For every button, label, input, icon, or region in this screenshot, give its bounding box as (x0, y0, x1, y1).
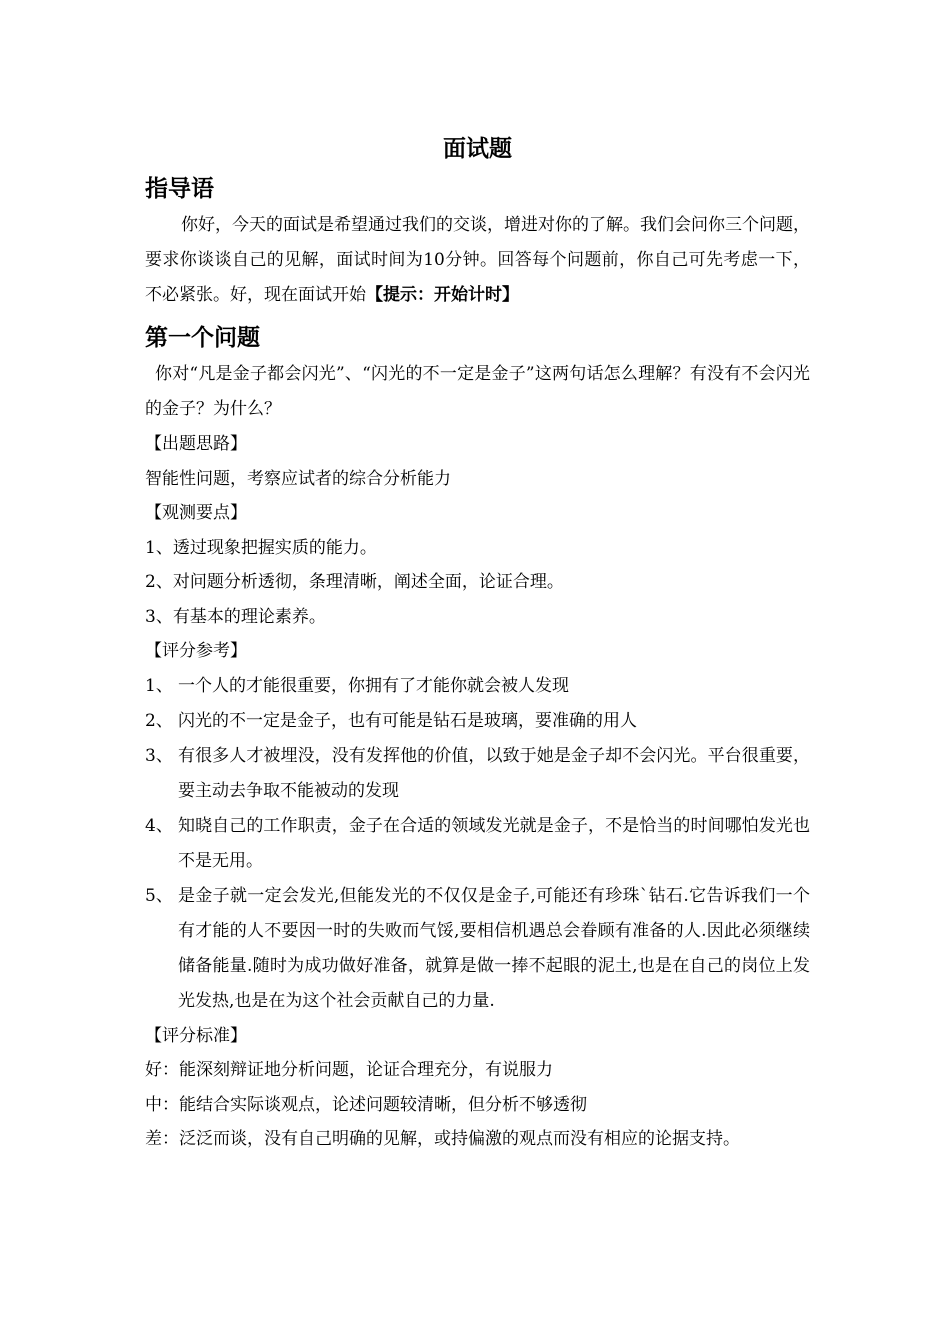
point-item-3: 3、有基本的理论素养。 (145, 606, 326, 627)
reference-item-2 (145, 704, 810, 739)
intro-text: 你好，今天的面试是希望通过我们的交谈，增进对你的了解。我们会问你三个问题，要求你谈谈自己的见解，面试时间为10分钟。回答每个问题前，你自己可先考虑一下，不必紧张。好，现在面试开始 (145, 215, 810, 305)
reference-text: 知晓自己的工作职责，金子在合适的领域发光就是金子，不是恰当的时间哪怕发光也不是无用。 (178, 815, 810, 871)
reference-item-3 (145, 739, 810, 809)
question1-text: 你对“凡是金子都会闪光”、“闪光的不一定是金子”这两句话怎么理解？有没有不会闪光的金子？为什么？ (145, 364, 810, 419)
points-label: 【观测要点】 (145, 503, 247, 523)
question1-heading: 第一个问题 (145, 325, 260, 351)
reference-label: 【评分参考】 (145, 641, 247, 661)
standard-medium: 中：能结合实际谈观点，论述问题较清晰，但分析不够透彻 (145, 1094, 587, 1115)
reference-number: 2、 (145, 710, 173, 731)
intro-paragraph (145, 208, 810, 313)
point-item-2: 2、对问题分析透彻，条理清晰，阐述全面，论证合理。 (145, 572, 564, 592)
point-item-1: 1、透过现象把握实质的能力。 (145, 537, 377, 558)
document-page (145, 130, 810, 1157)
intro-heading: 指导语 (145, 176, 214, 202)
idea-text: 智能性问题，考察应试者的综合分析能力 (145, 468, 451, 489)
reference-text: 一个人的才能很重要，你拥有了才能你就会被人发现 (178, 675, 569, 696)
reference-text: 闪光的不一定是金子，也有可能是钻石是玻璃，要准确的用人 (178, 710, 637, 731)
reference-number: 3、 (145, 745, 173, 766)
standard-poor: 差：泛泛而谈，没有自己明确的见解，或持偏激的观点而没有相应的论据支持。 (145, 1129, 740, 1149)
idea-label: 【出题思路】 (145, 434, 247, 454)
reference-number: 1、 (145, 675, 173, 696)
standard-good: 好：能深刻辩证地分析问题，论证合理充分，有说服力 (145, 1060, 553, 1080)
intro-hint: 【提示：开始计时】 (366, 285, 519, 305)
reference-item-4 (145, 809, 810, 879)
reference-item-5 (145, 879, 810, 1019)
reference-text: 有很多人才被埋没，没有发挥他的价值，以致于她是金子却不会闪光。平台很重要，要主动去争取不能被动的发现 (178, 745, 810, 801)
reference-number: 4、 (145, 815, 173, 836)
reference-item-1 (145, 669, 810, 704)
reference-text: 是金子就一定会发光,但能发光的不仅仅是金子,可能还有珍珠`钻石.它告诉我们一个有才能的人不要因一时的失败而气馁,要相信机遇总会眷顾有准备的人.因此必须继续储备能量.随时为成功做好准备，就算是做一捧不起眼的泥土,也是在自己的岗位上发光发热,也是在为这个社会贡献自己的力量. (178, 885, 810, 1011)
document-title: 面试题 (443, 136, 512, 162)
standard-label: 【评分标准】 (145, 1025, 247, 1046)
reference-number: 5、 (145, 885, 173, 906)
